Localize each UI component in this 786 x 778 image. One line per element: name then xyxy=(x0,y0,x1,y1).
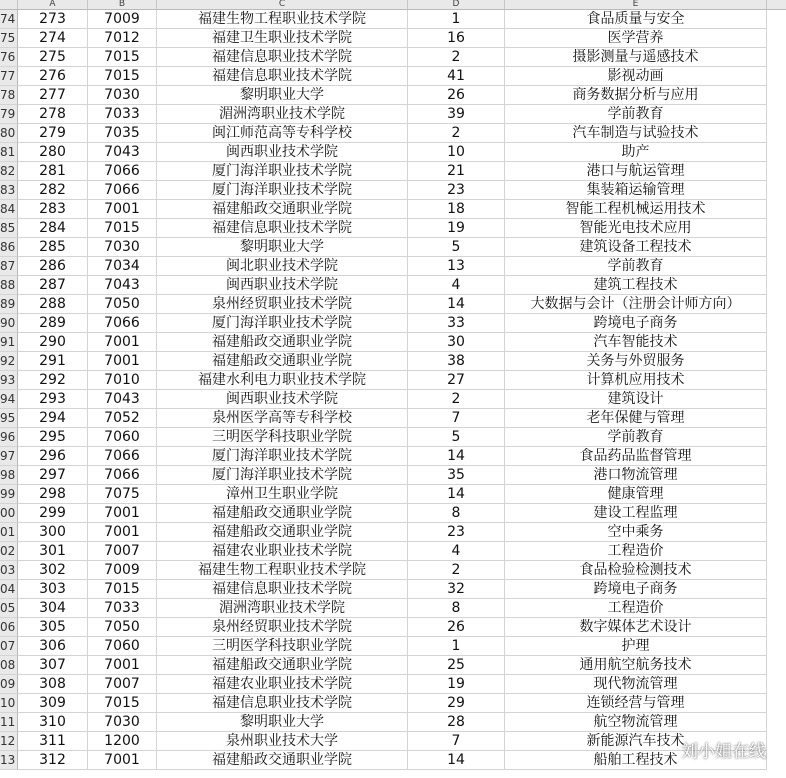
cell-major[interactable]: 计算机应用技术 xyxy=(505,371,767,390)
cell-school[interactable]: 闽江师范高等专科学校 xyxy=(157,124,408,143)
row-number[interactable]: 74 xyxy=(0,10,18,29)
cell-school[interactable]: 泉州经贸职业技术学院 xyxy=(157,618,408,637)
cell-count[interactable]: 39 xyxy=(408,105,505,124)
cell-seq[interactable]: 278 xyxy=(18,105,88,124)
cell-school[interactable]: 泉州医学高等专科学校 xyxy=(157,409,408,428)
row-number[interactable]: 87 xyxy=(0,257,18,276)
cell-school[interactable]: 福建船政交通职业学院 xyxy=(157,352,408,371)
select-all-corner[interactable] xyxy=(0,0,18,9)
cell-major[interactable]: 工程造价 xyxy=(505,542,767,561)
cell-count[interactable]: 41 xyxy=(408,67,505,86)
row-number[interactable]: 07 xyxy=(0,637,18,656)
cell-seq[interactable]: 293 xyxy=(18,390,88,409)
cell-major[interactable]: 食品检验检测技术 xyxy=(505,561,767,580)
cell-major[interactable]: 食品药品监督管理 xyxy=(505,447,767,466)
cell-code[interactable]: 7015 xyxy=(88,67,157,86)
row-number[interactable]: 05 xyxy=(0,599,18,618)
cell-major[interactable]: 学前教育 xyxy=(505,428,767,447)
cell-seq[interactable]: 286 xyxy=(18,257,88,276)
cell-count[interactable]: 4 xyxy=(408,276,505,295)
cell-major[interactable]: 跨境电子商务 xyxy=(505,314,767,333)
row-number[interactable]: 83 xyxy=(0,181,18,200)
row-number[interactable]: 13 xyxy=(0,751,18,770)
cell-code[interactable]: 7001 xyxy=(88,352,157,371)
cell-seq[interactable]: 302 xyxy=(18,561,88,580)
cell-count[interactable]: 10 xyxy=(408,143,505,162)
cell-major[interactable]: 港口与航运管理 xyxy=(505,162,767,181)
cell-school[interactable]: 闽西职业技术学院 xyxy=(157,143,408,162)
cell-count[interactable]: 26 xyxy=(408,86,505,105)
cell-code[interactable]: 7034 xyxy=(88,257,157,276)
cell-seq[interactable]: 312 xyxy=(18,751,88,770)
cell-school[interactable]: 福建信息职业技术学院 xyxy=(157,67,408,86)
row-number[interactable]: 03 xyxy=(0,561,18,580)
row-number[interactable]: 85 xyxy=(0,219,18,238)
cell-major[interactable]: 建设工程监理 xyxy=(505,504,767,523)
cell-major[interactable]: 建筑设计 xyxy=(505,390,767,409)
cell-major[interactable]: 汽车制造与试验技术 xyxy=(505,124,767,143)
cell-major[interactable]: 现代物流管理 xyxy=(505,675,767,694)
cell-seq[interactable]: 292 xyxy=(18,371,88,390)
cell-major[interactable]: 商务数据分析与应用 xyxy=(505,86,767,105)
cell-school[interactable]: 三明医学科技职业学院 xyxy=(157,428,408,447)
row-number[interactable]: 81 xyxy=(0,143,18,162)
cell-seq[interactable]: 280 xyxy=(18,143,88,162)
row-number[interactable]: 01 xyxy=(0,523,18,542)
table-row xyxy=(0,580,786,599)
table-row xyxy=(0,561,786,580)
cell-seq[interactable]: 283 xyxy=(18,200,88,219)
row-number[interactable]: 06 xyxy=(0,618,18,637)
cell-major[interactable]: 连锁经营与管理 xyxy=(505,694,767,713)
cell-school[interactable]: 厦门海洋职业技术学院 xyxy=(157,181,408,200)
cell-major[interactable]: 大数据与会计（注册会计师方向） xyxy=(505,295,767,314)
cell-major[interactable]: 健康管理 xyxy=(505,485,767,504)
table-row xyxy=(0,523,786,542)
cell-code[interactable]: 7043 xyxy=(88,390,157,409)
cell-count[interactable]: 14 xyxy=(408,751,505,770)
table-row xyxy=(0,314,786,333)
cell-code[interactable]: 7001 xyxy=(88,523,157,542)
cell-major[interactable]: 工程造价 xyxy=(505,599,767,618)
cell-major[interactable]: 建筑设备工程技术 xyxy=(505,238,767,257)
table-row xyxy=(0,409,786,428)
cell-code[interactable]: 7015 xyxy=(88,694,157,713)
cell-code[interactable]: 7050 xyxy=(88,618,157,637)
cell-school[interactable]: 黎明职业大学 xyxy=(157,86,408,105)
cell-school[interactable]: 福建信息职业技术学院 xyxy=(157,694,408,713)
cell-school[interactable]: 黎明职业大学 xyxy=(157,713,408,732)
cell-seq[interactable]: 277 xyxy=(18,86,88,105)
cell-seq[interactable]: 305 xyxy=(18,618,88,637)
table-row xyxy=(0,371,786,390)
cell-count[interactable]: 18 xyxy=(408,200,505,219)
row-number[interactable]: 96 xyxy=(0,428,18,447)
cell-school[interactable]: 福建农业职业技术学院 xyxy=(157,542,408,561)
row-number[interactable]: 11 xyxy=(0,713,18,732)
cell-seq[interactable]: 279 xyxy=(18,124,88,143)
cell-count[interactable]: 19 xyxy=(408,219,505,238)
row-number[interactable]: 89 xyxy=(0,295,18,314)
row-number[interactable]: 92 xyxy=(0,352,18,371)
cell-major[interactable]: 食品质量与安全 xyxy=(505,10,767,29)
row-number[interactable]: 99 xyxy=(0,485,18,504)
row-number[interactable]: 84 xyxy=(0,200,18,219)
cell-code[interactable]: 7060 xyxy=(88,428,157,447)
cell-code[interactable]: 7030 xyxy=(88,713,157,732)
table-row xyxy=(0,276,786,295)
cell-count[interactable]: 38 xyxy=(408,352,505,371)
table-row xyxy=(0,485,786,504)
row-number[interactable]: 12 xyxy=(0,732,18,751)
cell-code[interactable]: 7050 xyxy=(88,295,157,314)
watermark: 刘小姐在线 xyxy=(681,742,766,762)
table-row xyxy=(0,181,786,200)
cell-seq[interactable]: 306 xyxy=(18,637,88,656)
cell-major[interactable]: 助产 xyxy=(505,143,767,162)
cell-count[interactable]: 2 xyxy=(408,124,505,143)
cell-code[interactable]: 7066 xyxy=(88,181,157,200)
cell-school[interactable]: 福建农业职业技术学院 xyxy=(157,675,408,694)
cell-school[interactable]: 湄洲湾职业技术学院 xyxy=(157,599,408,618)
cell-count[interactable]: 14 xyxy=(408,447,505,466)
cell-code[interactable]: 7009 xyxy=(88,10,157,29)
cell-school[interactable]: 福建船政交通职业学院 xyxy=(157,333,408,352)
cell-seq[interactable]: 291 xyxy=(18,352,88,371)
cell-major[interactable]: 通用航空航务技术 xyxy=(505,656,767,675)
cell-code[interactable]: 7035 xyxy=(88,124,157,143)
row-number[interactable]: 00 xyxy=(0,504,18,523)
cell-school[interactable]: 闽西职业技术学院 xyxy=(157,276,408,295)
cell-seq[interactable]: 285 xyxy=(18,238,88,257)
cell-code[interactable]: 7030 xyxy=(88,238,157,257)
cell-major[interactable]: 汽车智能技术 xyxy=(505,333,767,352)
table-row xyxy=(0,67,786,86)
cell-school[interactable]: 三明医学科技职业学院 xyxy=(157,637,408,656)
table-row xyxy=(0,732,786,751)
cell-seq[interactable]: 311 xyxy=(18,732,88,751)
cell-school[interactable]: 漳州卫生职业学院 xyxy=(157,485,408,504)
table-row xyxy=(0,466,786,485)
table-row xyxy=(0,542,786,561)
cell-code[interactable]: 7060 xyxy=(88,637,157,656)
cell-school[interactable]: 福建生物工程职业技术学院 xyxy=(157,561,408,580)
cell-major[interactable]: 学前教育 xyxy=(505,257,767,276)
row-number[interactable]: 10 xyxy=(0,694,18,713)
cell-code[interactable]: 7001 xyxy=(88,504,157,523)
cell-school[interactable]: 福建信息职业技术学院 xyxy=(157,219,408,238)
row-number[interactable]: 93 xyxy=(0,371,18,390)
cell-seq[interactable]: 276 xyxy=(18,67,88,86)
cell-count[interactable]: 5 xyxy=(408,238,505,257)
table-row xyxy=(0,10,786,29)
cell-count[interactable]: 23 xyxy=(408,523,505,542)
cell-major[interactable]: 关务与外贸服务 xyxy=(505,352,767,371)
cell-major[interactable]: 影视动画 xyxy=(505,67,767,86)
cell-major[interactable]: 航空物流管理 xyxy=(505,713,767,732)
cell-seq[interactable]: 274 xyxy=(18,29,88,48)
table-row xyxy=(0,504,786,523)
cell-school[interactable]: 福建船政交通职业学院 xyxy=(157,200,408,219)
cell-school[interactable]: 闽北职业技术学院 xyxy=(157,257,408,276)
row-number[interactable]: 75 xyxy=(0,29,18,48)
cell-school[interactable]: 厦门海洋职业技术学院 xyxy=(157,314,408,333)
cell-code[interactable]: 7009 xyxy=(88,561,157,580)
cell-seq[interactable]: 304 xyxy=(18,599,88,618)
table-row xyxy=(0,447,786,466)
cell-seq[interactable]: 284 xyxy=(18,219,88,238)
table-row xyxy=(0,599,786,618)
row-number[interactable]: 76 xyxy=(0,48,18,67)
cell-school[interactable]: 福建信息职业技术学院 xyxy=(157,48,408,67)
table-row xyxy=(0,295,786,314)
cell-code[interactable]: 7033 xyxy=(88,599,157,618)
cell-seq[interactable]: 299 xyxy=(18,504,88,523)
cell-major[interactable]: 学前教育 xyxy=(505,105,767,124)
cell-school[interactable]: 厦门海洋职业技术学院 xyxy=(157,447,408,466)
column-header-bar xyxy=(0,0,786,10)
cell-count[interactable]: 7 xyxy=(408,732,505,751)
cell-school[interactable]: 厦门海洋职业技术学院 xyxy=(157,162,408,181)
cell-count[interactable]: 33 xyxy=(408,314,505,333)
cell-seq[interactable]: 310 xyxy=(18,713,88,732)
cell-major[interactable]: 船舶工程技术 xyxy=(505,751,767,770)
cell-seq[interactable]: 290 xyxy=(18,333,88,352)
cell-school[interactable]: 福建船政交通职业学院 xyxy=(157,751,408,770)
cell-seq[interactable]: 295 xyxy=(18,428,88,447)
table-row xyxy=(0,713,786,732)
table-row xyxy=(0,675,786,694)
cell-code[interactable]: 7001 xyxy=(88,751,157,770)
table-row xyxy=(0,219,786,238)
cell-seq[interactable]: 281 xyxy=(18,162,88,181)
cell-count[interactable]: 4 xyxy=(408,542,505,561)
cell-code[interactable]: 1200 xyxy=(88,732,157,751)
cell-seq[interactable]: 308 xyxy=(18,675,88,694)
cell-school[interactable]: 湄洲湾职业技术学院 xyxy=(157,105,408,124)
cell-code[interactable]: 7001 xyxy=(88,200,157,219)
cell-seq[interactable]: 309 xyxy=(18,694,88,713)
row-number[interactable]: 86 xyxy=(0,238,18,257)
column-header-a[interactable]: A xyxy=(18,0,88,9)
cell-major[interactable]: 摄影测量与遥感技术 xyxy=(505,48,767,67)
cell-count[interactable]: 7 xyxy=(408,409,505,428)
table-row xyxy=(0,390,786,409)
cell-major[interactable]: 医学营养 xyxy=(505,29,767,48)
table-row xyxy=(0,257,786,276)
cell-school[interactable]: 泉州职业技术大学 xyxy=(157,732,408,751)
cell-major[interactable]: 港口物流管理 xyxy=(505,466,767,485)
cell-code[interactable]: 7007 xyxy=(88,675,157,694)
table-row xyxy=(0,428,786,447)
cell-code[interactable]: 7012 xyxy=(88,29,157,48)
cell-seq[interactable]: 275 xyxy=(18,48,88,67)
cell-major[interactable]: 护理 xyxy=(505,637,767,656)
cell-seq[interactable]: 289 xyxy=(18,314,88,333)
row-number[interactable]: 98 xyxy=(0,466,18,485)
column-header-e[interactable]: E xyxy=(505,0,767,9)
table-row xyxy=(0,29,786,48)
row-number[interactable]: 88 xyxy=(0,276,18,295)
row-number[interactable]: 02 xyxy=(0,542,18,561)
cell-code[interactable]: 7007 xyxy=(88,542,157,561)
cell-school[interactable]: 厦门海洋职业技术学院 xyxy=(157,466,408,485)
cell-code[interactable]: 7033 xyxy=(88,105,157,124)
cell-code[interactable]: 7001 xyxy=(88,656,157,675)
row-number[interactable]: 90 xyxy=(0,314,18,333)
row-number[interactable]: 82 xyxy=(0,162,18,181)
table-row xyxy=(0,333,786,352)
cell-seq[interactable]: 282 xyxy=(18,181,88,200)
cell-count[interactable]: 21 xyxy=(408,162,505,181)
column-header-d[interactable]: D xyxy=(408,0,505,9)
cell-count[interactable]: 35 xyxy=(408,466,505,485)
table-row xyxy=(0,238,786,257)
cell-count[interactable]: 1 xyxy=(408,10,505,29)
cell-major[interactable]: 集装箱运输管理 xyxy=(505,181,767,200)
cell-code[interactable]: 7043 xyxy=(88,276,157,295)
cell-school[interactable]: 闽西职业技术学院 xyxy=(157,390,408,409)
cell-count[interactable]: 1 xyxy=(408,637,505,656)
cell-count[interactable]: 19 xyxy=(408,675,505,694)
cell-school[interactable]: 福建船政交通职业学院 xyxy=(157,523,408,542)
row-number[interactable]: 08 xyxy=(0,656,18,675)
cell-count[interactable]: 8 xyxy=(408,504,505,523)
table-row xyxy=(0,143,786,162)
table-row xyxy=(0,86,786,105)
cell-count[interactable]: 2 xyxy=(408,561,505,580)
cell-seq[interactable]: 273 xyxy=(18,10,88,29)
cell-major[interactable]: 老年保健与管理 xyxy=(505,409,767,428)
cell-school[interactable]: 福建信息职业技术学院 xyxy=(157,580,408,599)
cell-seq[interactable]: 297 xyxy=(18,466,88,485)
cell-count[interactable]: 28 xyxy=(408,713,505,732)
cell-seq[interactable]: 294 xyxy=(18,409,88,428)
cell-major[interactable]: 跨境电子商务 xyxy=(505,580,767,599)
row-number[interactable]: 78 xyxy=(0,86,18,105)
cell-major[interactable]: 新能源汽车技术 xyxy=(505,732,767,751)
cell-count[interactable]: 23 xyxy=(408,181,505,200)
cell-school[interactable]: 泉州经贸职业技术学院 xyxy=(157,295,408,314)
cell-code[interactable]: 7030 xyxy=(88,86,157,105)
cell-count[interactable]: 8 xyxy=(408,599,505,618)
table-row xyxy=(0,48,786,67)
cell-count[interactable]: 32 xyxy=(408,580,505,599)
cell-code[interactable]: 7010 xyxy=(88,371,157,390)
cell-count[interactable]: 26 xyxy=(408,618,505,637)
cell-seq[interactable]: 298 xyxy=(18,485,88,504)
table-row xyxy=(0,124,786,143)
cell-code[interactable]: 7052 xyxy=(88,409,157,428)
cell-seq[interactable]: 303 xyxy=(18,580,88,599)
table-row xyxy=(0,637,786,656)
table-row xyxy=(0,656,786,675)
cell-code[interactable]: 7066 xyxy=(88,314,157,333)
table-row xyxy=(0,200,786,219)
table-row xyxy=(0,618,786,637)
cell-code[interactable]: 7066 xyxy=(88,447,157,466)
cell-major[interactable]: 空中乘务 xyxy=(505,523,767,542)
row-number[interactable]: 09 xyxy=(0,675,18,694)
cell-school[interactable]: 福建船政交通职业学院 xyxy=(157,656,408,675)
cell-code[interactable]: 7001 xyxy=(88,333,157,352)
row-number[interactable]: 04 xyxy=(0,580,18,599)
row-number[interactable]: 91 xyxy=(0,333,18,352)
cell-code[interactable]: 7015 xyxy=(88,48,157,67)
column-header-b[interactable]: B xyxy=(88,0,157,9)
table-row xyxy=(0,105,786,124)
cell-seq[interactable]: 296 xyxy=(18,447,88,466)
cell-count[interactable]: 13 xyxy=(408,257,505,276)
cell-count[interactable]: 29 xyxy=(408,694,505,713)
column-header-c[interactable]: C xyxy=(157,0,408,9)
cell-count[interactable]: 27 xyxy=(408,371,505,390)
cell-school[interactable]: 福建水利电力职业技术学院 xyxy=(157,371,408,390)
row-number[interactable]: 79 xyxy=(0,105,18,124)
table-row xyxy=(0,751,786,770)
cell-seq[interactable]: 300 xyxy=(18,523,88,542)
cell-seq[interactable]: 307 xyxy=(18,656,88,675)
row-number[interactable]: 97 xyxy=(0,447,18,466)
cell-seq[interactable]: 301 xyxy=(18,542,88,561)
row-number[interactable]: 94 xyxy=(0,390,18,409)
cell-school[interactable]: 黎明职业大学 xyxy=(157,238,408,257)
row-number[interactable]: 77 xyxy=(0,67,18,86)
cell-major[interactable]: 数字媒体艺术设计 xyxy=(505,618,767,637)
cell-code[interactable]: 7066 xyxy=(88,162,157,181)
table-row xyxy=(0,162,786,181)
cell-school[interactable]: 福建卫生职业技术学院 xyxy=(157,29,408,48)
cell-count[interactable]: 2 xyxy=(408,48,505,67)
cell-school[interactable]: 福建船政交通职业学院 xyxy=(157,504,408,523)
cell-count[interactable]: 25 xyxy=(408,656,505,675)
cell-major[interactable]: 智能工程机械运用技术 xyxy=(505,200,767,219)
row-number[interactable]: 80 xyxy=(0,124,18,143)
cell-code[interactable]: 7043 xyxy=(88,143,157,162)
table-row xyxy=(0,694,786,713)
cell-code[interactable]: 7075 xyxy=(88,485,157,504)
cell-school[interactable]: 福建生物工程职业技术学院 xyxy=(157,10,408,29)
cell-major[interactable]: 建筑工程技术 xyxy=(505,276,767,295)
cell-count[interactable]: 16 xyxy=(408,29,505,48)
cell-count[interactable]: 14 xyxy=(408,485,505,504)
cell-count[interactable]: 30 xyxy=(408,333,505,352)
cell-count[interactable]: 14 xyxy=(408,295,505,314)
row-number[interactable]: 95 xyxy=(0,409,18,428)
table-row xyxy=(0,352,786,371)
cell-count[interactable]: 5 xyxy=(408,428,505,447)
cell-seq[interactable]: 287 xyxy=(18,276,88,295)
cell-code[interactable]: 7066 xyxy=(88,466,157,485)
cell-seq[interactable]: 288 xyxy=(18,295,88,314)
cell-major[interactable]: 智能光电技术应用 xyxy=(505,219,767,238)
cell-code[interactable]: 7015 xyxy=(88,580,157,599)
cell-count[interactable]: 2 xyxy=(408,390,505,409)
cell-code[interactable]: 7015 xyxy=(88,219,157,238)
